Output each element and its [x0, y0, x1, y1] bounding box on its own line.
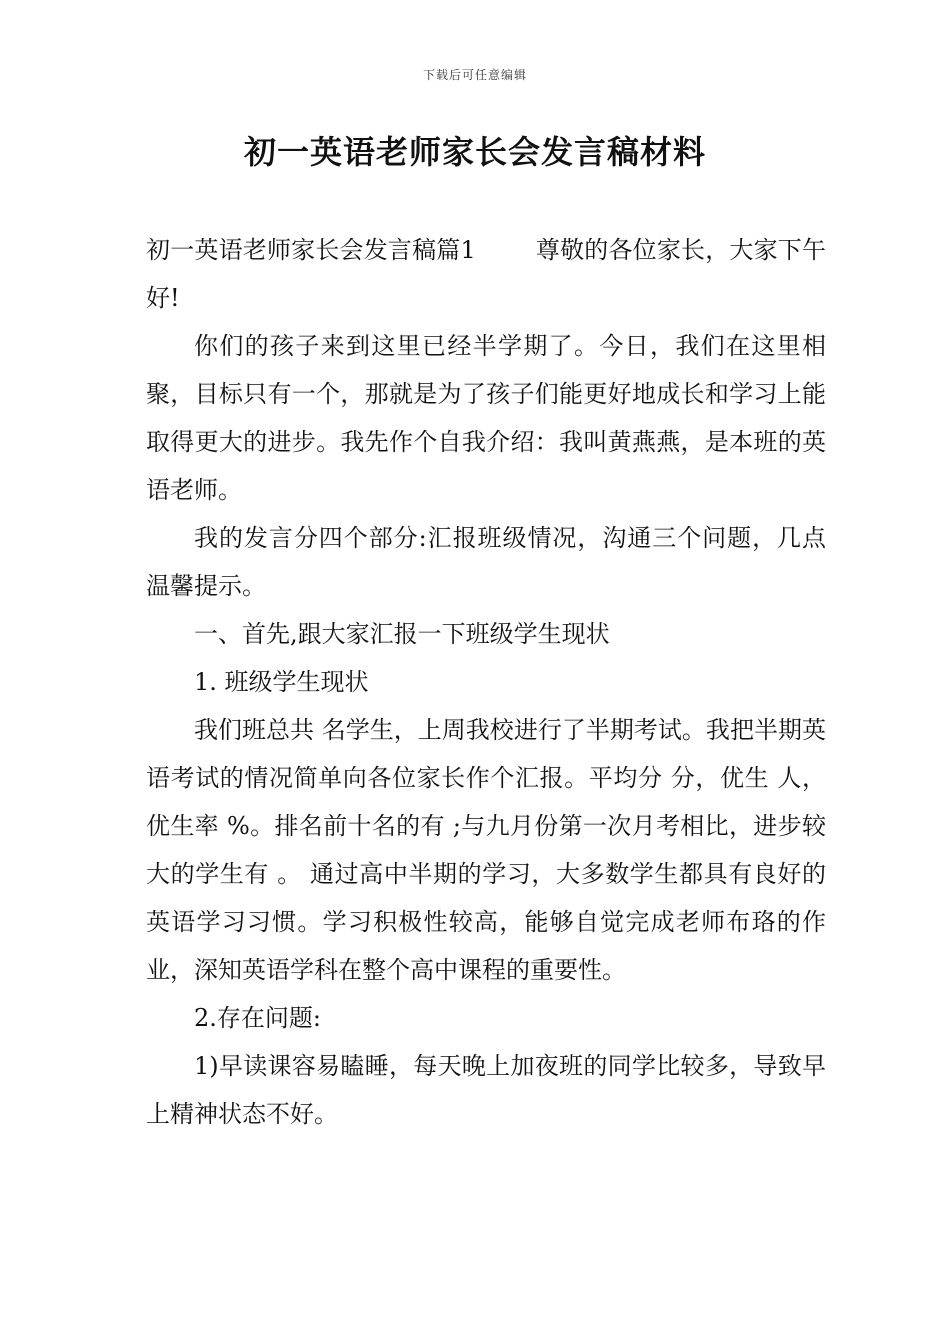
paragraph-outline: 我的发言分四个部分:汇报班级情况，沟通三个问题，几点温馨提示。 — [146, 524, 826, 600]
section-heading-1: 一、首先,跟大家汇报一下班级学生现状 — [194, 620, 610, 648]
greeting: 尊敬的各位家长，大家下午好! — [146, 236, 826, 312]
paragraph-class-status: 我们班总共 名学生，上周我校进行了半期考试。我把半期英语考试的情况简单向各位家长作个汇报。平均分 分，优生 人，优生率 %。排名前十名的有 ;与九月份第一次月考相比，进步较大的学生有 。 通过高中半期的学习，大多数学生都具有良好的英语学习习惯。学习积极性较高，能够自觉完成老师布珞的作业，深知英语学科在整个高中课程的重要性。 — [146, 716, 826, 984]
subsection-heading-2: 2.存在问题: — [194, 1004, 321, 1032]
article-heading: 初一英语老师家长会发言稿篇1 — [146, 236, 476, 264]
document-body — [146, 226, 826, 1138]
header-note: 下载后可任意编辑 — [422, 68, 527, 82]
paragraph-opening — [146, 226, 826, 322]
document-title: 初一英语老师家长会发言稿材料 — [243, 133, 706, 171]
paragraph-introduction: 你们的孩子来到这里已经半学期了。今日，我们在这里相聚，目标只有一个，那就是为了孩子们能更好地成长和学习上能取得更大的进步。我先作个自我介绍：我叫黄燕燕，是本班的英语老师。 — [146, 332, 826, 504]
paragraph-problem-1: 1)早读课容易瞌睡，每天晚上加夜班的同学比较多，导致早上精神状态不好。 — [146, 1052, 826, 1128]
subsection-heading-1: 1. 班级学生现状 — [194, 668, 369, 696]
